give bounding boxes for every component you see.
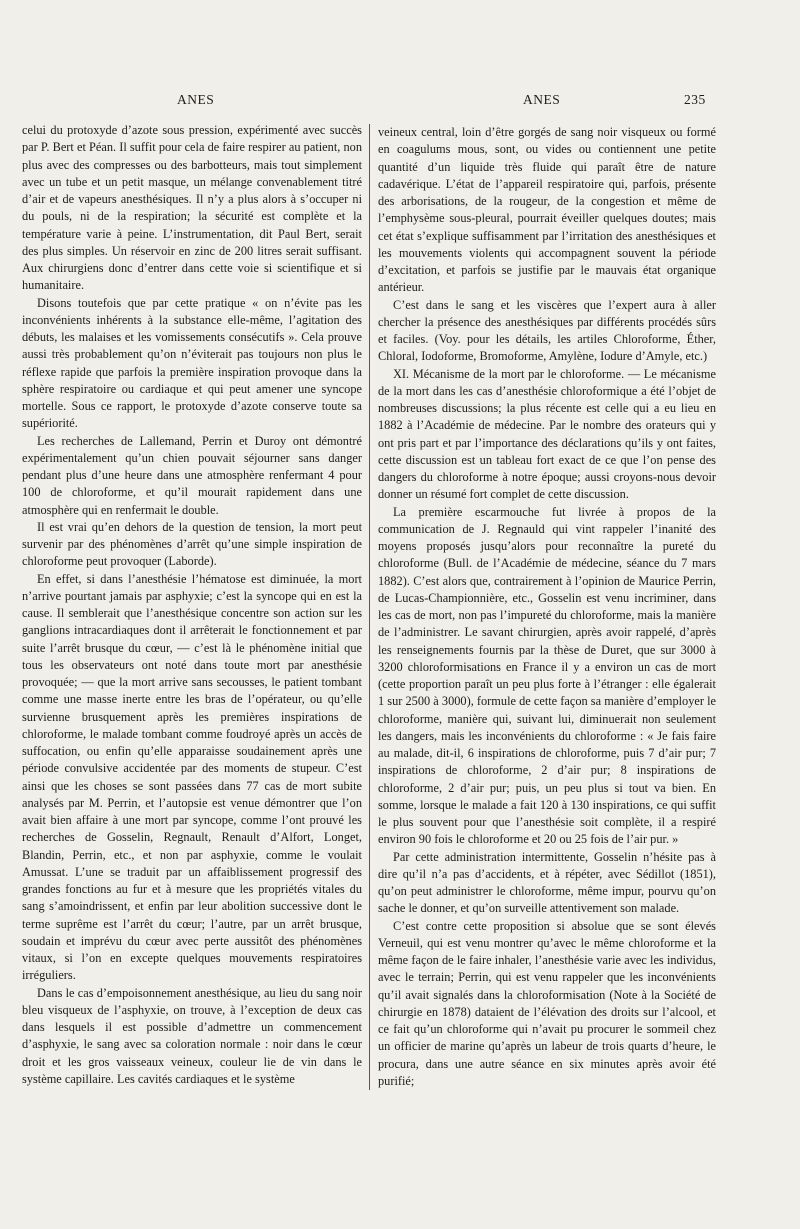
paragraph: C’est dans le sang et les viscères que l’expert aura à aller chercher la présence des anesthésiques par différents procédés sûrs et faciles. (Voy. pour les détails, les artiles Chloroforme, Éther, Chloral, Iodoforme, Bromoforme, Amylène, Iodure d’Amyle, etc.) — [378, 297, 716, 364]
paragraph: Il est vrai qu’en dehors de la question de tension, la mort peut survenir par des phénomènes d’arrêt qu’une simple inspiration de chloroforme peut provoquer (Laborde). — [22, 519, 362, 569]
paragraph: Par cette administration intermittente, Gosselin n’hésite pas à dire qu’il n’a pas d’accidents, et à répéter, avec Sédillot (1851), qu’on peut administrer le chloroforme, même impur, pourvu qu’on sache le donner, et qu’on surveille attentivement son malade. — [378, 849, 716, 916]
paragraph: La première escarmouche fut livrée à propos de la communication de J. Regnauld qui vint rappeler l’inanité des moyens proposés jusqu’alors pour reconnaître la pureté du chloroforme (Bull. de l’Académie de médecine, séance du 7 mars 1882). C’est alors que, contrairement à l’opinion de Maurice Perrin, de Lucas-Championnière, etc., Gosselin est venu incriminer, dans les cas de mort, non pas l’impureté du chloroforme, mais la manière de l’administrer. Le savant chirurgien, après avoir rappelé, d’après les renseignements fournis par la thèse de Duret, que sur 3000 à 3200 chloroformisations en France il y a environ un cas de mort (cette proportion paraît un peu plus forte à l’étranger : elle égalerait 1 sur 2500 à 3000), formule de cette façon sa manière d’employer le chloroforme, manière qui, suivant lui, diminuerait non seulement les dangers, mais les inconvénients du chloroforme : « Je fais faire au malade, dit-il, 6 inspirations de chloroforme, puis 7 d’air pur; 7 inspirations de chloroforme, 2 d’air pur; 8 inspirations de chloroforme, 2 d’air pur; puis, un peu plus si tout va bien. En somme, lorsque le malade a fait 120 à 130 inspirations, ce qui suffit le plus souvent pour que l’anesthésie soit complète, il a respiré environ 90 fois le chloroforme et 20 ou 25 fois de l’air pur. » — [378, 504, 716, 847]
section-paragraph: XI. Mécanisme de la mort par le chloroforme. — Le mécanisme de la mort dans les cas d’anesthésie chloroformique a été l’objet de nombreuses discussions; la plus récente est celle qui a eu lieu en 1882 à l’Académie de médecine. Par le nombre des orateurs qui y ont pris part et par l’importance des déclarations qu’ils y ont faites, cette discussion est un tableau fort exact de ce que l’on pense des dangers du chloroforme à notre époque; aussi croyons-nous devoir donner un résumé fort complet de cette discussion. — [378, 366, 716, 502]
paragraph: Les recherches de Lallemand, Perrin et Duroy ont démontré expérimentalement qu’un chien pouvait séjourner sans danger pendant plus d’une heure dans une atmosphère renfermant 4 pour 100 de chloroforme, et qu’il mourait rapidement dans une atmosphère qui en renfermait le double. — [22, 433, 362, 517]
left-column — [22, 122, 362, 1088]
paragraph: celui du protoxyde d’azote sous pression, expérimenté avec succès par P. Bert et Péan. Il suffit pour cela de faire respirer au patient, non plus avec des compresses ou des barbotteurs, mais tout simplement avec un tube et un petit masque, un mélange convenablement titré d’air et de vapeurs anesthésiques. Il n’y a plus alors à s’occuper ni du pouls, ni de la respiration; la sécurité est complète et la température varie à peine. L’instrumentation, dit Paul Bert, serait des plus simples. Un réservoir en zinc de 200 litres serait suffisant. Aux chirurgiens donc d’entrer dans cette voie si scientifique et si humanitaire. — [22, 123, 362, 293]
running-head — [0, 92, 800, 110]
right-column — [369, 124, 716, 1090]
paragraph: En effet, si dans l’anesthésie l’hématose est diminuée, la mort n’arrive pourtant jamais par asphyxie; c’est la syncope qui en est la cause. Il semblerait que l’anesthésique concentre son action sur les ganglions intracardiaques dont il arrêterait le fonctionnement et par suite l’arrêt brusque du cœur, — c’est là le phénomène initial que tous les observateurs ont noté dans toute mort par anesthésie provoquée; — que la mort arrive sans secousses, le patient tombant comme une masse inerte entre les bras de l’opérateur, ou qu’elle survienne brusquement après les premières inspirations de chloroforme, le malade tombant comme foudroyé après un accès de suffocation, ou enfin qu’elle apparaisse soudainement après une période convulsive accidentée par des moments de stupeur. C’est ainsi que les choses se sont passées dans 77 cas de mort subite analysés par M. Perrin, et l’autopsie est venue démontrer que l’on avait bien affaire à une mort par syncope, comme l’ont prouvé les recherches de Gosselin, Regnault, Renault d’Alfort, Longet, Blandin, Perrin, etc., et non par asphyxie, comme le voulait Amussat. L’une se traduit par un affaiblissement progressif des grandes fonctions au fur et à mesure que les propriétés vitales du sang s’amoindrissent, et enfin par leur abolition successive dont le terme suprême est l’arrêt du cœur; l’autre, par un arrêt brusque, soudain et imprévu du cœur avec perte aussitôt des phénomènes vitaux, si l’on en excepte quelques mouvements respiratoires irréguliers. — [22, 571, 362, 983]
paragraph: veineux central, loin d’être gorgés de sang noir visqueux ou formé en coagulums mous, sont, ou vides ou contiennent une petite quantité d’un liquide très fluide qui paraît être de nature cadavérique. L’état de l’appareil respiratoire qui, parfois, présente des arborisations, de la rougeur, de la congestion et même de l’emphysème sous-pleural, pourrait éveiller quelques doutes; mais cet état s’explique suffisamment par l’irritation des anesthésiques et les mouvements violents qui accompagnent souvent la période d’excitation, et parfois se justifie par le mauvais état organique antérieur. — [378, 125, 716, 295]
paragraph: C’est contre cette proposition si absolue que se sont élevés Verneuil, qui est venu montrer qu’avec le même chloroforme et la même façon de le faire inhaler, l’anesthésie varie avec les individus, avec le terrain; Perrin, qui est venu rappeler que les inconvénients qu’il avait signalés dans la chloroformisation (Note à la Société de chirurgie en 1878) dataient de l’élévation des droits sur l’alcool, et ce fait qu’un chloroforme qui n’avait pu procurer le sommeil chez un officier de marine qu’après un labeur de trois quarts d’heure, le procura, dans une autre séance en six minutes après avoir été purifié; — [378, 918, 716, 1088]
paragraph: Disons toutefois que par cette pratique « on n’évite pas les inconvénients inhérents à la substance elle-même, l’agitation des débuts, les malaises et les vomissements consécutifs ». Cela prouve aussi très probablement qu’on n’éviterait pas toujours non plus le réflexe rapide que parfois la première inspiration provoque dans la sphère respiratoire ou cardiaque et qui peut amener une syncope mortelle. Sous ce rapport, le protoxyde d’azote conserve toute sa supériorité. — [22, 295, 362, 431]
paragraph: Dans le cas d’empoisonnement anesthésique, au lieu du sang noir bleu visqueux de l’asphyxie, on trouve, à l’exception de deux cas dans lesquels il est possible d’admettre un commencement d’asphyxie, le sang avec sa coloration normale : noir dans le cœur droit et les gros vaisseaux veineux, couleur lie de vin dans le système capillaire. Les cavités cardiaques et le système — [22, 985, 362, 1086]
page-number: 235 — [684, 92, 706, 107]
running-head-center: ANES — [523, 92, 561, 107]
running-head-left: ANES — [177, 92, 215, 107]
